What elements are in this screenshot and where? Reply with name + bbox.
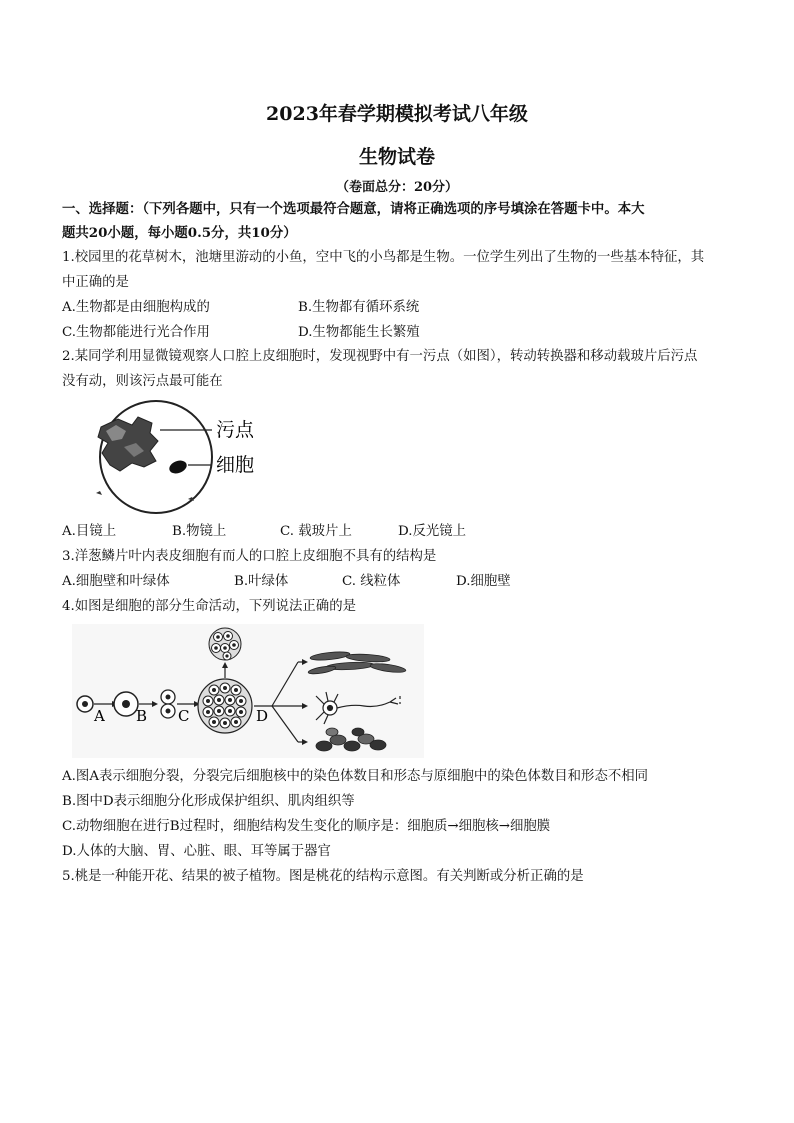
- cell-cluster: [198, 679, 252, 733]
- question-1-stem-cont: 中正确的是: [62, 275, 129, 290]
- figure-label-a: A: [94, 707, 105, 725]
- question-2-option-d: D.反光镜上: [398, 524, 467, 539]
- question-4-option-a: A.图A表示细胞分裂，分裂完后细胞核中的染色体数目和形态与原细胞中的染色体数目和形态不相同: [62, 769, 649, 784]
- question-3-option-a: A.细胞壁和叶绿体: [62, 574, 170, 589]
- question-2-option-a: A.目镜上: [62, 524, 117, 539]
- question-4-stem: 4.如图是细胞的部分生命活动，下列说法正确的是: [62, 599, 356, 614]
- question-1-stem: 1.校园里的花草树木，池塘里游动的小鱼，空中飞的小鸟都是生物。一位学生列出了生物的一些基本特征，其: [62, 250, 705, 265]
- figure-label-c: C: [178, 707, 190, 725]
- question-3-option-c: C. 线粒体: [342, 574, 401, 589]
- question-2-stem: 2.某同学利用显微镜观察人口腔上皮细胞时，发现视野中有一污点（如图），转动转换器和移动载玻片后污点: [62, 349, 698, 364]
- score-note: （卷面总分：20分）: [335, 180, 459, 195]
- question-4-option-d: D.人体的大脑、胃、心脏、眼、耳等属于器官: [62, 844, 331, 859]
- small-cell-cluster: [209, 628, 241, 660]
- question-4-option-b: B.图中D表示细胞分化形成保护组织、肌肉组织等: [62, 794, 355, 809]
- question-2-stem-cont: 没有动，则该污点最可能在: [62, 374, 223, 389]
- microscope-field-figure: [66, 395, 266, 517]
- figure-label-d: D: [256, 707, 269, 725]
- question-1-option-b: B.生物都有循环系统: [298, 300, 420, 315]
- section-heading-cont: 题共20小题，每小题0.5分，共10分）: [62, 225, 297, 241]
- question-1-option-a: A.生物都是由细胞构成的: [62, 300, 210, 315]
- exam-title: 2023年春学期模拟考试八年级: [266, 103, 528, 125]
- question-3-option-b: B.叶绿体: [234, 574, 289, 589]
- question-2-option-b: B.物镜上: [172, 524, 227, 539]
- figure-label-stain: 污点: [216, 419, 255, 441]
- question-3-option-d: D.细胞壁: [456, 574, 511, 589]
- question-3-stem: 3.洋葱鳞片叶内表皮细胞有而人的口腔上皮细胞不具有的结构是: [62, 549, 437, 564]
- question-2-option-c: C. 载玻片上: [280, 524, 352, 539]
- question-5-stem: 5.桃是一种能开花、结果的被子植物。图是桃花的结构示意图。有关判断或分析正确的是: [62, 869, 584, 884]
- question-1-option-d: D.生物都能生长繁殖: [298, 325, 420, 340]
- section-heading: 一、选择题：（下列各题中，只有一个选项最符合题意，请将正确选项的序号填涂在答题卡中。本大: [62, 201, 645, 217]
- question-4-option-c: C.动物细胞在进行B过程时，细胞结构发生变化的顺序是：细胞质→细胞核→细胞膜: [62, 819, 551, 834]
- figure-label-b: B: [136, 707, 148, 725]
- exam-subtitle: 生物试卷: [358, 146, 435, 168]
- figure-label-cell: 细胞: [216, 454, 255, 476]
- question-1-option-c: C.生物都能进行光合作用: [62, 325, 210, 340]
- cell-activity-figure: [72, 624, 424, 758]
